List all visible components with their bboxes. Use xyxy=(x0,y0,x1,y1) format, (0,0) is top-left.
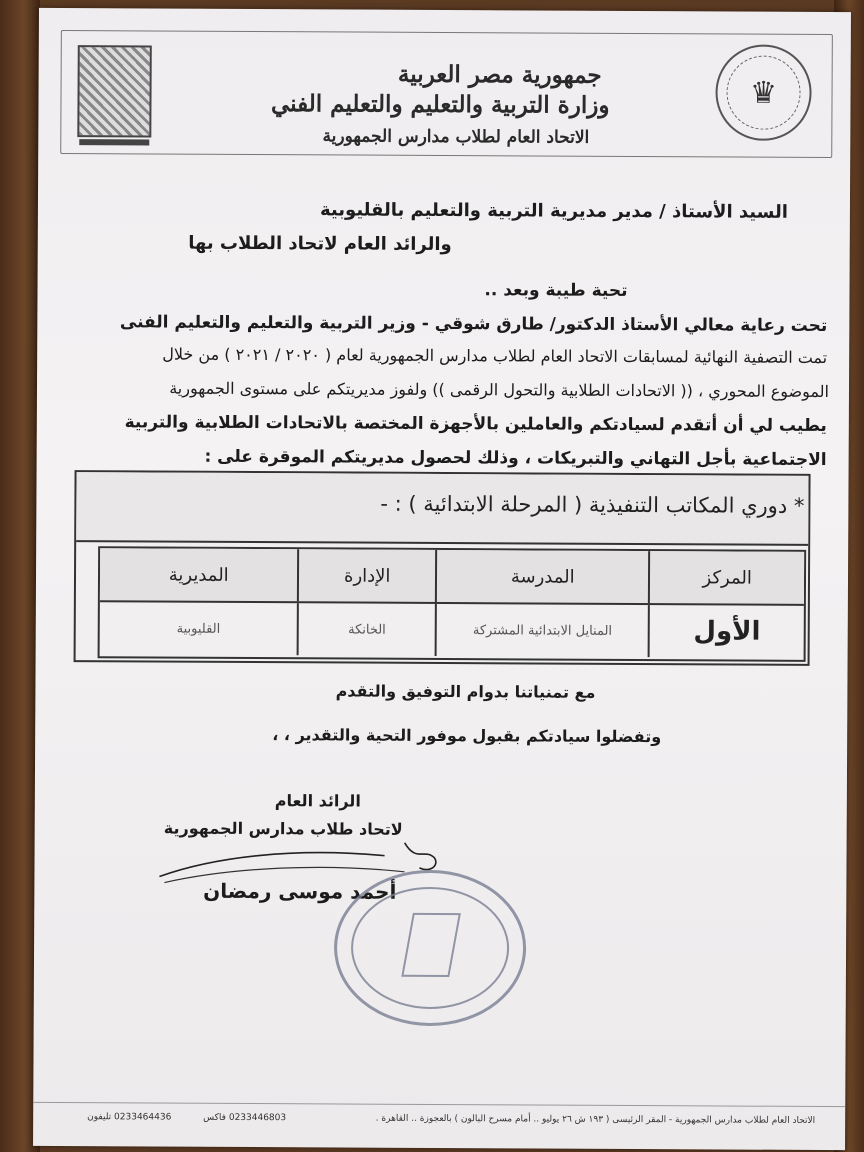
header-school: المدرسة xyxy=(435,550,649,603)
cell-administration: الخانكة xyxy=(297,603,435,656)
table-header-row xyxy=(100,548,804,606)
footer-phone: 0233464436 تليفون xyxy=(87,1112,172,1123)
cell-directorate: القليوبية xyxy=(176,621,221,637)
award-table-title: * دوري المكاتب التنفيذية ( المرحلة الابتدائية ) : - xyxy=(76,472,808,546)
letterhead-country: جمهورية مصر العربية xyxy=(397,60,602,89)
addressee-line-2: والرائد العام لاتحاد الطلاب بها xyxy=(188,232,452,256)
footer-address: الاتحاد العام لطلاب مدارس الجمهورية - المقر الرئيسى ( ١٩٣ ش ٢٦ يوليو .. أمام مسرح البالون ) بالعجوزة .. القاهرة . xyxy=(375,1113,816,1126)
body-line-1: تمت التصفية النهائية لمسابقات الاتحاد العام لطلاب مدارس الجمهورية لعام ( ٢٠٢٠ / ٢٠٢١ ) من خلال xyxy=(162,344,828,368)
results-grid xyxy=(98,546,807,662)
signatory-name: أحمد موسى رمضان xyxy=(203,878,397,904)
document-page xyxy=(33,8,851,1150)
eagle-crest-icon: ♛ xyxy=(715,44,812,141)
header-directorate: المديرية xyxy=(168,564,229,586)
cell-rank: الأول xyxy=(648,605,804,658)
body-line-3: يطيب لي أن أتقدم لسيادتكم والعاملين بالأجهزة المختصة بالاتحادات الطلابية والتربية xyxy=(124,412,827,437)
letterhead-union: الاتحاد العام لطلاب مدارس الجمهورية xyxy=(322,126,590,148)
header-administration: الإدارة xyxy=(297,549,435,602)
greeting: تحية طيبة وبعد .. xyxy=(484,280,628,301)
header-rank: المركز xyxy=(648,551,804,604)
signatory-title: الرائد العام xyxy=(274,791,361,811)
letterhead xyxy=(60,30,833,158)
cell-school: المنايل الابتدائية المشتركة xyxy=(435,604,649,657)
addressee-line-1: السيد الأستاذ / مدير مديرية التربية والتعليم بالقليوبية xyxy=(319,199,788,223)
table-row xyxy=(100,602,804,658)
letterhead-ministry: وزارة التربية والتعليم والتعليم الفني xyxy=(270,90,610,119)
closing-line-2: وتفضلوا سيادتكم بقبول موفور التحية والتقدير ، ، xyxy=(272,725,662,747)
footer-fax: 0233446803 فاكس xyxy=(203,1112,287,1124)
signatory-organization: لاتحاد طلاب مدارس الجمهورية xyxy=(163,818,403,839)
footer-divider xyxy=(33,1102,845,1107)
patronage-line: تحت رعاية معالي الأستاذ الدكتور/ طارق شوقي - وزير التربية والتعليم والتعليم الفنى xyxy=(119,312,828,337)
body-line-4: الاجتماعية بأجل التهاني والتبريكات ، وذلك لحصول مديريتكم الموقرة على : xyxy=(204,446,827,471)
official-stamp xyxy=(334,869,527,1026)
award-table xyxy=(74,470,811,666)
body-line-2: الموضوع المحوري ، (( الاتحادات الطلابية والتحول الرقمى )) ولفوز مديريتكم على مستوى الجمهورية xyxy=(169,378,830,402)
union-logo-icon xyxy=(77,45,151,137)
closing-line-1: مع تمنياتنا بدوام التوفيق والتقدم xyxy=(335,681,596,702)
